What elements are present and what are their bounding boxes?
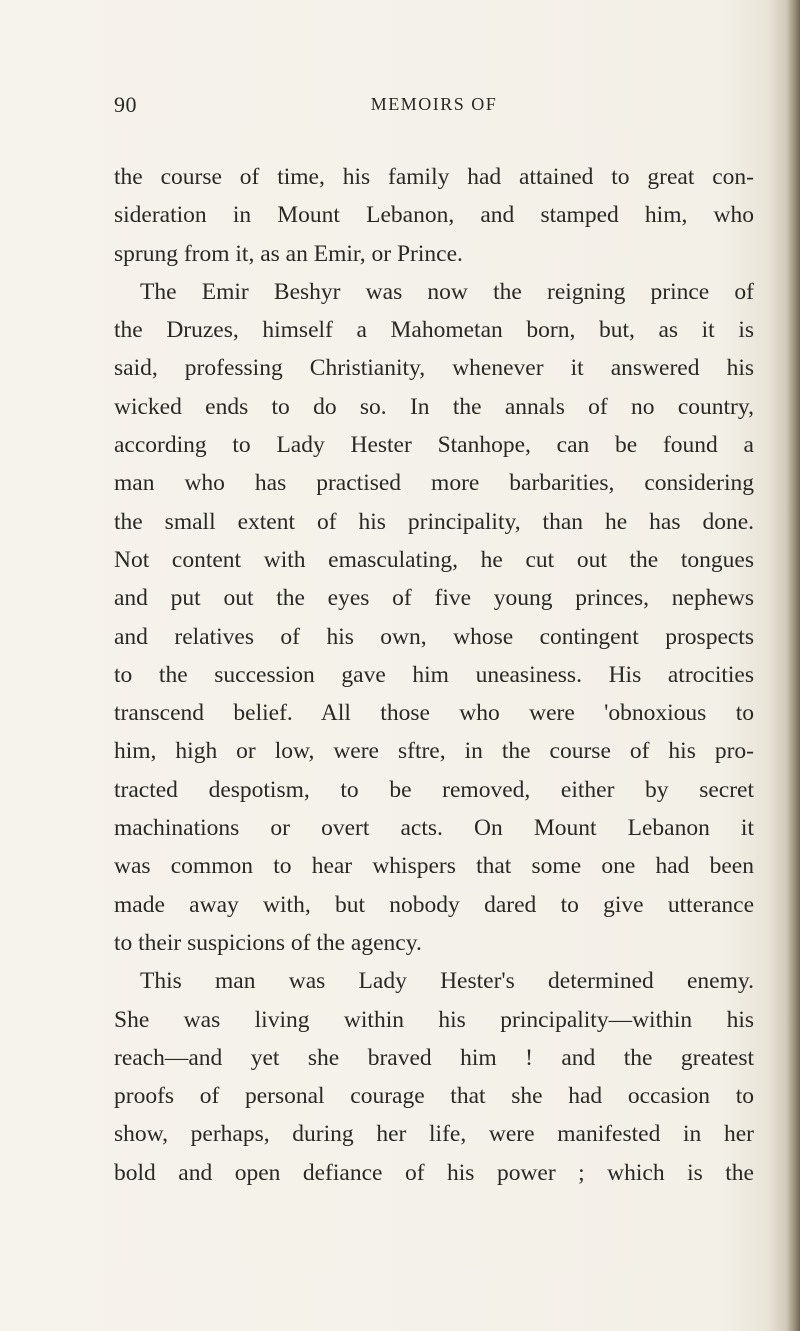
text-line: Not content with emasculating, he cut out the tongues bbox=[114, 546, 754, 573]
text-line: the course of time, his family had attained to great con- bbox=[114, 164, 754, 190]
text-line: and relatives of his own, whose contingent prospects bbox=[114, 623, 754, 650]
text-line: reach—and yet she braved him ! and the greatest bbox=[114, 1044, 754, 1071]
body-text bbox=[114, 158, 754, 1192]
text-line: bold and open defiance of his power ; which is the bbox=[114, 1159, 754, 1186]
text-line: to the succession gave him uneasiness. His atrocities bbox=[114, 661, 754, 688]
page-number: 90 bbox=[114, 92, 137, 117]
text-line: sideration in Mount Lebanon, and stamped him, who bbox=[114, 202, 754, 229]
text-line: the Druzes, himself a Mahometan born, but, as it is bbox=[114, 317, 754, 344]
text-line: This man was Lady Hester's determined enemy. bbox=[140, 968, 754, 995]
text-line: him, high or low, were sftre, in the course of his pro- bbox=[114, 738, 754, 765]
running-title: MEMOIRS OF bbox=[370, 94, 498, 114]
text-line: and put out the eyes of five young princes, nephews bbox=[114, 585, 754, 612]
text-line: made away with, but nobody dared to give utterance bbox=[114, 891, 754, 918]
text-line: to their suspicions of the agency. bbox=[114, 929, 422, 956]
text-line: man who has practised more barbarities, considering bbox=[114, 470, 754, 497]
text-line: show, perhaps, during her life, were manifested in her bbox=[114, 1121, 754, 1148]
text-line: was common to hear whispers that some one had been bbox=[114, 853, 754, 880]
text-line: proofs of personal courage that she had occasion to bbox=[114, 1083, 754, 1110]
text-line: tracted despotism, to be removed, either by secret bbox=[114, 776, 754, 803]
text-line: said, professing Christianity, whenever it answered his bbox=[114, 355, 754, 382]
text-line: She was living within his principality—within his bbox=[114, 1006, 754, 1033]
page-edge-shadow bbox=[786, 0, 800, 1331]
text-line: the small extent of his principality, than he has done. bbox=[114, 508, 754, 535]
text-line: wicked ends to do so. In the annals of no country, bbox=[114, 393, 754, 420]
text-line: sprung from it, as an Emir, or Prince. bbox=[114, 240, 463, 267]
text-line: transcend belief. All those who were 'obnoxious to bbox=[114, 700, 754, 727]
text-line: The Emir Beshyr was now the reigning prince of bbox=[140, 278, 754, 305]
text-line: machinations or overt acts. On Mount Lebanon it bbox=[114, 815, 754, 842]
text-line: according to Lady Hester Stanhope, can be found a bbox=[114, 432, 754, 459]
page-header bbox=[114, 92, 754, 126]
